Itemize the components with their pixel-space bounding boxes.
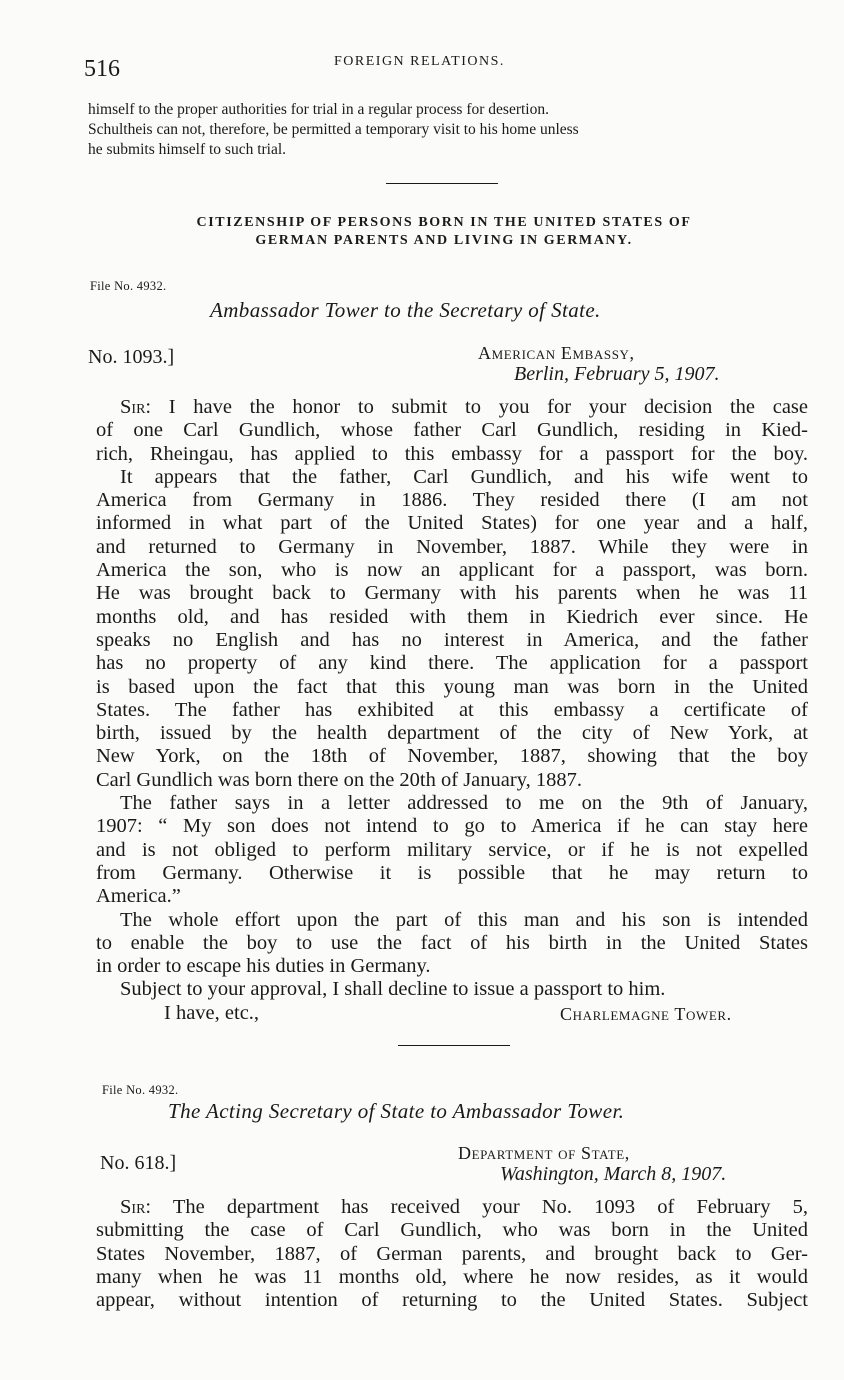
text-line: appear, without intention of returning to the United States. Subject <box>96 1289 808 1312</box>
carryover-paragraph <box>88 100 800 160</box>
text-line: is based upon the fact that this young man was born in the United <box>96 675 808 698</box>
text-line: Subject to your approval, I shall decline to issue a passport to him. <box>120 978 666 1001</box>
text-line: rich, Rheingau, has applied to this embassy for a passport for the boy. <box>96 442 808 465</box>
section-title <box>88 214 800 250</box>
dispatch-number: No. 1093.] <box>88 346 175 368</box>
signature: Charlemagne Tower. <box>560 1004 732 1024</box>
section-title-line: CITIZENSHIP OF PERSONS BORN IN THE UNITED STATES OF <box>196 215 692 230</box>
text-line: It appears that the father, Carl Gundlich, and his wife went to <box>120 465 808 488</box>
text-line: New York, on the 18th of November, 1887, showing that the boy <box>96 745 808 768</box>
letter-body <box>96 1196 808 1312</box>
text-line: America.” <box>96 885 181 908</box>
text-line: 1907: “ My son does not intend to go to America if he can stay here <box>96 815 808 838</box>
text-line: submitting the case of Carl Gundlich, who was born in the United <box>96 1219 808 1242</box>
text-line: months old, and has resided with them in Kiedrich ever since. He <box>96 605 808 628</box>
sender-office: American Embassy, <box>478 343 635 363</box>
text-line: himself to the proper authorities for trial in a regular process for desertion. <box>88 101 549 118</box>
text-line: of one Carl Gundlich, whose father Carl Gundlich, residing in Kied- <box>96 419 808 442</box>
text-line: States. The father has exhibited at this embassy a certificate of <box>96 698 808 721</box>
text-line: Sir: I have the honor to submit to you for your decision the case <box>120 396 808 418</box>
text-line: He was brought back to Germany with his parents when he was 11 <box>96 582 808 605</box>
text-line: The father says in a letter addressed to me on the 9th of January, <box>120 792 808 815</box>
letter-divider <box>398 1045 510 1046</box>
text-line: Sir: The department has received your No. 1093 of February 5, <box>120 1196 808 1218</box>
file-number: File No. 4932. <box>102 1083 179 1097</box>
salutation: Sir <box>120 396 146 418</box>
text-line: informed in what part of the United States) for one year and a half, <box>96 512 808 535</box>
text-line: he submits himself to such trial. <box>88 141 287 158</box>
text-line: Schultheis can not, therefore, be permitted a temporary visit to his home unless <box>88 121 579 138</box>
section-divider <box>386 183 498 184</box>
running-title: FOREIGN RELATIONS. <box>334 54 505 69</box>
text-line: I have, etc., <box>164 1001 260 1024</box>
text-line: America from Germany in 1886. They resided there (I am not <box>96 489 808 512</box>
dispatch-number: No. 618.] <box>100 1152 177 1174</box>
text-line: and returned to Germany in November, 1887. While they were in <box>96 535 808 558</box>
sender-office: Department of State, <box>458 1143 630 1163</box>
text-line: has no property of any kind there. The application for a passport <box>96 652 808 675</box>
salutation: Sir <box>120 1196 146 1218</box>
page-number: 516 <box>84 56 120 82</box>
text-line: from Germany. Otherwise it is possible that he may return to <box>96 861 808 884</box>
text-line: States November, 1887, of German parents, and brought back to Ger- <box>96 1242 808 1265</box>
text-line: in order to escape his duties in Germany. <box>96 955 431 978</box>
letter-body <box>96 396 808 1025</box>
text-line: The whole effort upon the part of this man and his son is intended <box>120 908 808 931</box>
section-title-line: GERMAN PARENTS AND LIVING IN GERMANY. <box>255 233 633 248</box>
text-line: speaks no English and has no interest in America, and the father <box>96 628 808 651</box>
file-number: File No. 4932. <box>90 279 167 293</box>
text-line: to enable the boy to use the fact of his birth in the United States <box>96 931 808 954</box>
dateline: Washington, March 8, 1907. <box>500 1163 727 1185</box>
dateline: Berlin, February 5, 1907. <box>514 363 720 385</box>
text-line: America the son, who is now an applicant for a passport, was born. <box>96 559 808 582</box>
text-line: and is not obliged to perform military service, or if he is not expelled <box>96 838 808 861</box>
text-line: many when he was 11 months old, where he now resides, as it would <box>96 1265 808 1288</box>
text-line: Carl Gundlich was born there on the 20th of January, 1887. <box>96 768 583 791</box>
letter-heading: Ambassador Tower to the Secretary of State. <box>210 298 601 322</box>
text-line: birth, issued by the health department of the city of New York, at <box>96 722 808 745</box>
letter-heading: The Acting Secretary of State to Ambassador Tower. <box>168 1099 625 1123</box>
